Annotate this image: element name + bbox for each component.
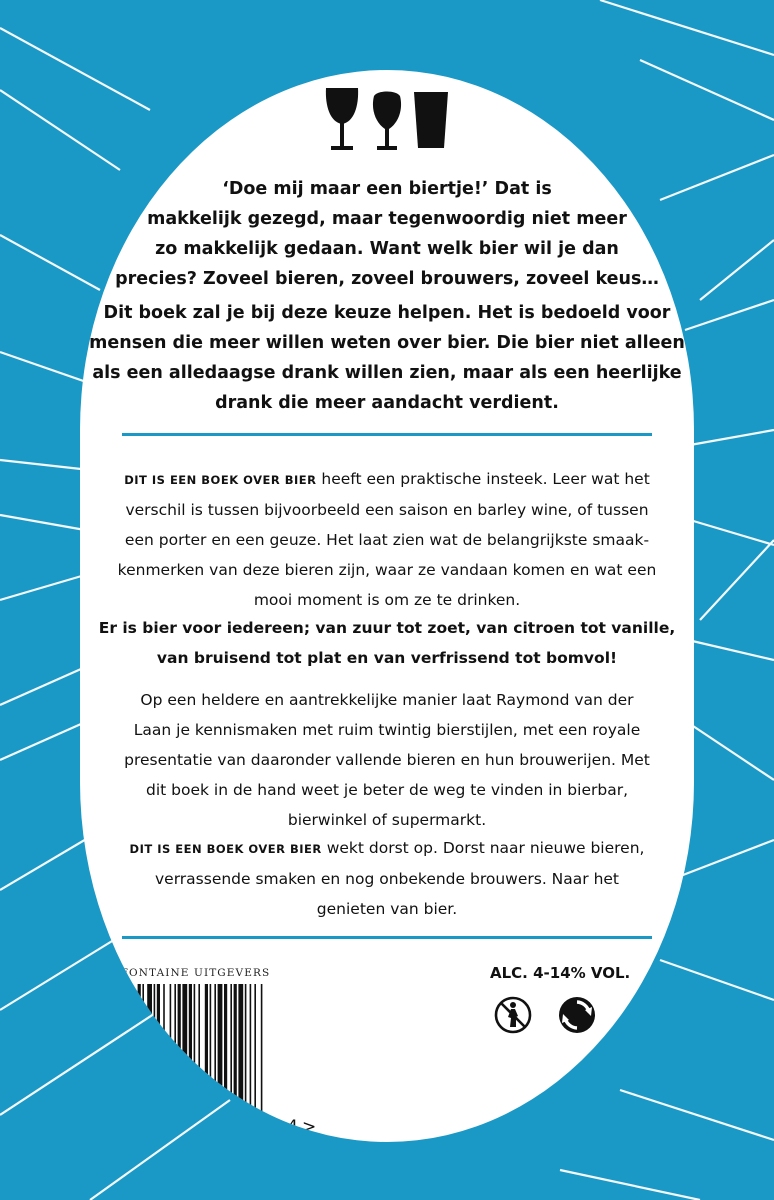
body-line: genieten van bier.	[316, 900, 458, 918]
intro-line: ‘Doe mij maar een biertje!’ Dat is	[222, 179, 552, 199]
glassware-icons	[312, 86, 462, 158]
intro-line: Dit boek zal je bij deze keuze helpen. Het is bedoeld voor	[103, 303, 671, 323]
body-line: Er is bier voor iedereen; van zuur tot zoet, van citroen tot vanille,	[98, 619, 676, 637]
intro-paragraph-1	[80, 174, 694, 294]
no-pregnant-icon	[494, 996, 532, 1034]
isbn-group-2: 567344	[208, 1117, 303, 1137]
divider-top	[122, 433, 652, 436]
body-line: van bruisend tot plat en van verfrissend tot bomvol!	[156, 649, 618, 667]
body-line: bierwinkel of supermarkt.	[287, 811, 487, 829]
isbn-group-1: 789059	[112, 1117, 207, 1137]
body-paragraph-3	[80, 685, 694, 835]
body-paragraph-1	[80, 464, 694, 615]
body-line: een porter en een geuze. Het laat zien wat de belangrijkste smaak-	[124, 531, 650, 549]
pint-glass-icon	[414, 92, 448, 148]
recycle-icon	[558, 996, 596, 1034]
isbn-lead: 9	[94, 1117, 105, 1137]
body-line: mooi moment is om ze te drinken.	[253, 591, 521, 609]
intro-line: drank die meer aandacht verdient.	[215, 393, 559, 413]
body-line: Op een heldere en aantrekkelijke manier laat Raymond van der	[140, 691, 634, 709]
body-line: dit boek in de hand weet je beter de weg te vinden in bierbar,	[146, 781, 628, 799]
intro-paragraph-2	[80, 298, 694, 418]
tulip-glass-icon	[373, 92, 401, 151]
body-line: presentatie van daaronder vallende bieren en hun brouwerijen. Met	[124, 751, 650, 769]
body-line: Laan je kennismaken met ruim twintig bierstijlen, met een royale	[133, 721, 641, 739]
body-line-rest: heeft een praktische insteek. Leer wat het	[316, 470, 650, 488]
body-paragraph-4	[80, 833, 694, 924]
barcode-icon	[90, 980, 480, 1138]
body-line: verrassende smaken en nog onbekende brouwers. Naar het	[154, 870, 620, 888]
body-line	[80, 464, 694, 495]
body-paragraph-2-bold	[80, 613, 694, 673]
body-line-rest: wekt dorst op. Dorst naar nieuwe bieren,	[321, 839, 645, 857]
body-line: kenmerken van deze bieren zijn, waar ze vandaan komen en wat een	[117, 561, 657, 579]
intro-line: makkelijk gezegd, maar tegenwoordig niet meer	[147, 209, 627, 229]
divider-bottom	[122, 936, 652, 939]
book-title-caps: DIT IS EEN BOEK OVER BIER	[129, 842, 322, 856]
wine-glass-icon	[326, 88, 358, 150]
body-line: verschil is tussen bijvoorbeeld een saison en barley wine, of tussen	[125, 501, 649, 519]
intro-line: precies? Zoveel bieren, zoveel brouwers, zoveel keus…	[115, 269, 659, 289]
isbn-tail: >	[302, 1117, 317, 1137]
body-line	[80, 833, 694, 864]
publisher-name: FONTAINE UITGEVERS	[120, 967, 271, 979]
intro-line: als een alledaagse drank willen zien, maar als een heerlijke	[92, 363, 682, 383]
book-title-caps: DIT IS EEN BOEK OVER BIER	[124, 473, 317, 487]
alcohol-volume: ALC. 4-14% VOL.	[490, 964, 631, 982]
label-panel	[80, 70, 694, 1142]
intro-line: mensen die meer willen weten over bier. Die bier niet alleen	[89, 333, 685, 353]
intro-line: zo makkelijk gedaan. Want welk bier wil je dan	[155, 239, 619, 259]
